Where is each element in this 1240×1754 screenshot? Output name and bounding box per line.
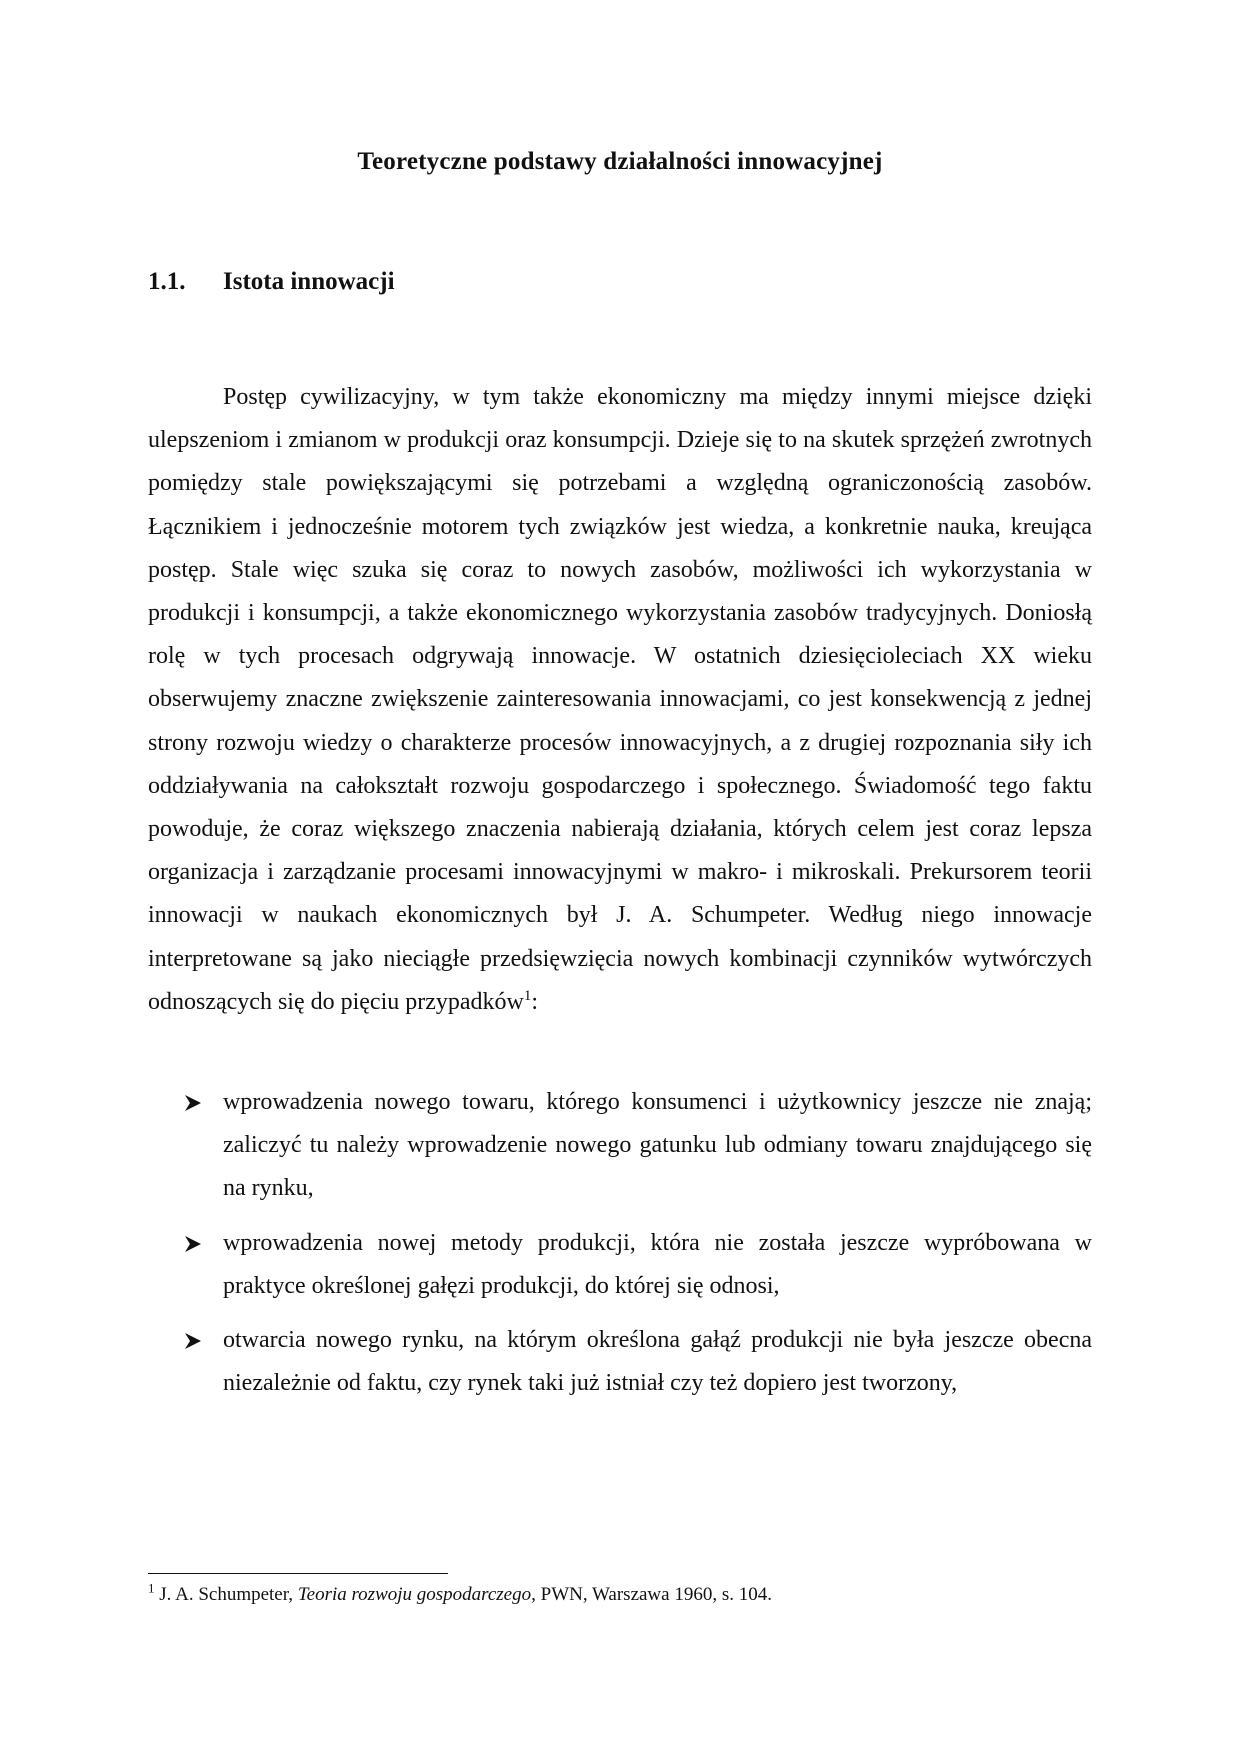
footnote-work-title: Teoria rozwoju gospodarczego, <box>297 1584 536 1605</box>
footnote-separator <box>148 1573 448 1574</box>
section-title: Istota innowacji <box>223 268 395 295</box>
list-item <box>148 1319 1092 1405</box>
body-paragraph <box>148 376 1092 1024</box>
arrowhead-bullet-icon <box>183 1234 203 1254</box>
paragraph-tail: : <box>531 988 539 1015</box>
section-number: 1.1. <box>148 268 186 295</box>
footnote-marker: 1 <box>148 1580 155 1596</box>
list-item <box>148 1081 1092 1211</box>
document-title: Teoretyczne podstawy działalności innowacyjnej <box>357 148 883 175</box>
arrowhead-bullet-icon <box>183 1331 203 1351</box>
footnote-publication: PWN, Warszawa 1960, s. 104. <box>535 1584 772 1605</box>
footnote-author: J. A. Schumpeter, <box>159 1584 298 1605</box>
arrowhead-bullet-icon <box>183 1093 203 1113</box>
section-heading <box>148 268 395 296</box>
paragraph-text: Postęp cywilizacyjny, w tym także ekonomiczny ma między innymi miejsce dzięki ulepszeniom i zmianom w produkcji oraz konsumpcji. Dzieje się to na skutek sprzężeń zwrotnych pomiędzy stale powiększającymi się potrzebami a względną ograniczonością zasobów. Łącznikiem i jednocześnie motorem tych związków jest wiedza, a konkretnie nauka, kreująca postęp. Stale więc szuka się coraz to nowych zasobów, możliwości ich wykorzystania w produkcji i konsumpcji, a także ekonomicznego wykorzystania zasobów tradycyjnych. Doniosłą rolę w tych procesach odgrywają innowacje. W ostatnich dziesięcioleciach XX wieku obserwujemy znaczne zwiększenie zainteresowania innowacjami, co jest konsekwencją z jednej strony rozwoju wiedzy o charakterze procesów innowacyjnych, a z drugiej rozpoznania siły ich oddziaływania na całokształt rozwoju gospodarczego i społecznego. Świadomość tego faktu powoduje, że coraz większego znaczenia nabierają działania, których celem jest coraz lepsza organizacja i zarządzanie procesami innowacyjnymi w makro- i mikroskali. Prekursorem teorii innowacji w naukach ekonomicznych był J. A. Schumpeter. Według niego innowacje interpretowane są jako nieciągłe przedsięwzięcia nowych kombinacji czynników wytwórczych odnoszących się do pięciu przypadków <box>148 384 1092 1015</box>
footnote <box>148 1582 772 1608</box>
list-item-text: otwarcia nowego rynku, na którym określona gałąź produkcji nie była jeszcze obecna niezależnie od faktu, czy rynek taki już istniał czy też dopiero jest tworzony, <box>223 1327 1092 1397</box>
bullet-list <box>148 1081 1092 1416</box>
list-item <box>148 1222 1092 1308</box>
list-item-text: wprowadzenia nowej metody produkcji, która nie została jeszcze wypróbowana w praktyce określonej gałęzi produkcji, do której się odnosi, <box>223 1229 1092 1299</box>
footnote-reference: 1 <box>523 987 532 1004</box>
list-item-text: wprowadzenia nowego towaru, którego konsumenci i użytkownicy jeszcze nie znają; zaliczyć tu należy wprowadzenie nowego gatunku lub odmiany towaru znajdującego się na rynku, <box>223 1089 1092 1202</box>
